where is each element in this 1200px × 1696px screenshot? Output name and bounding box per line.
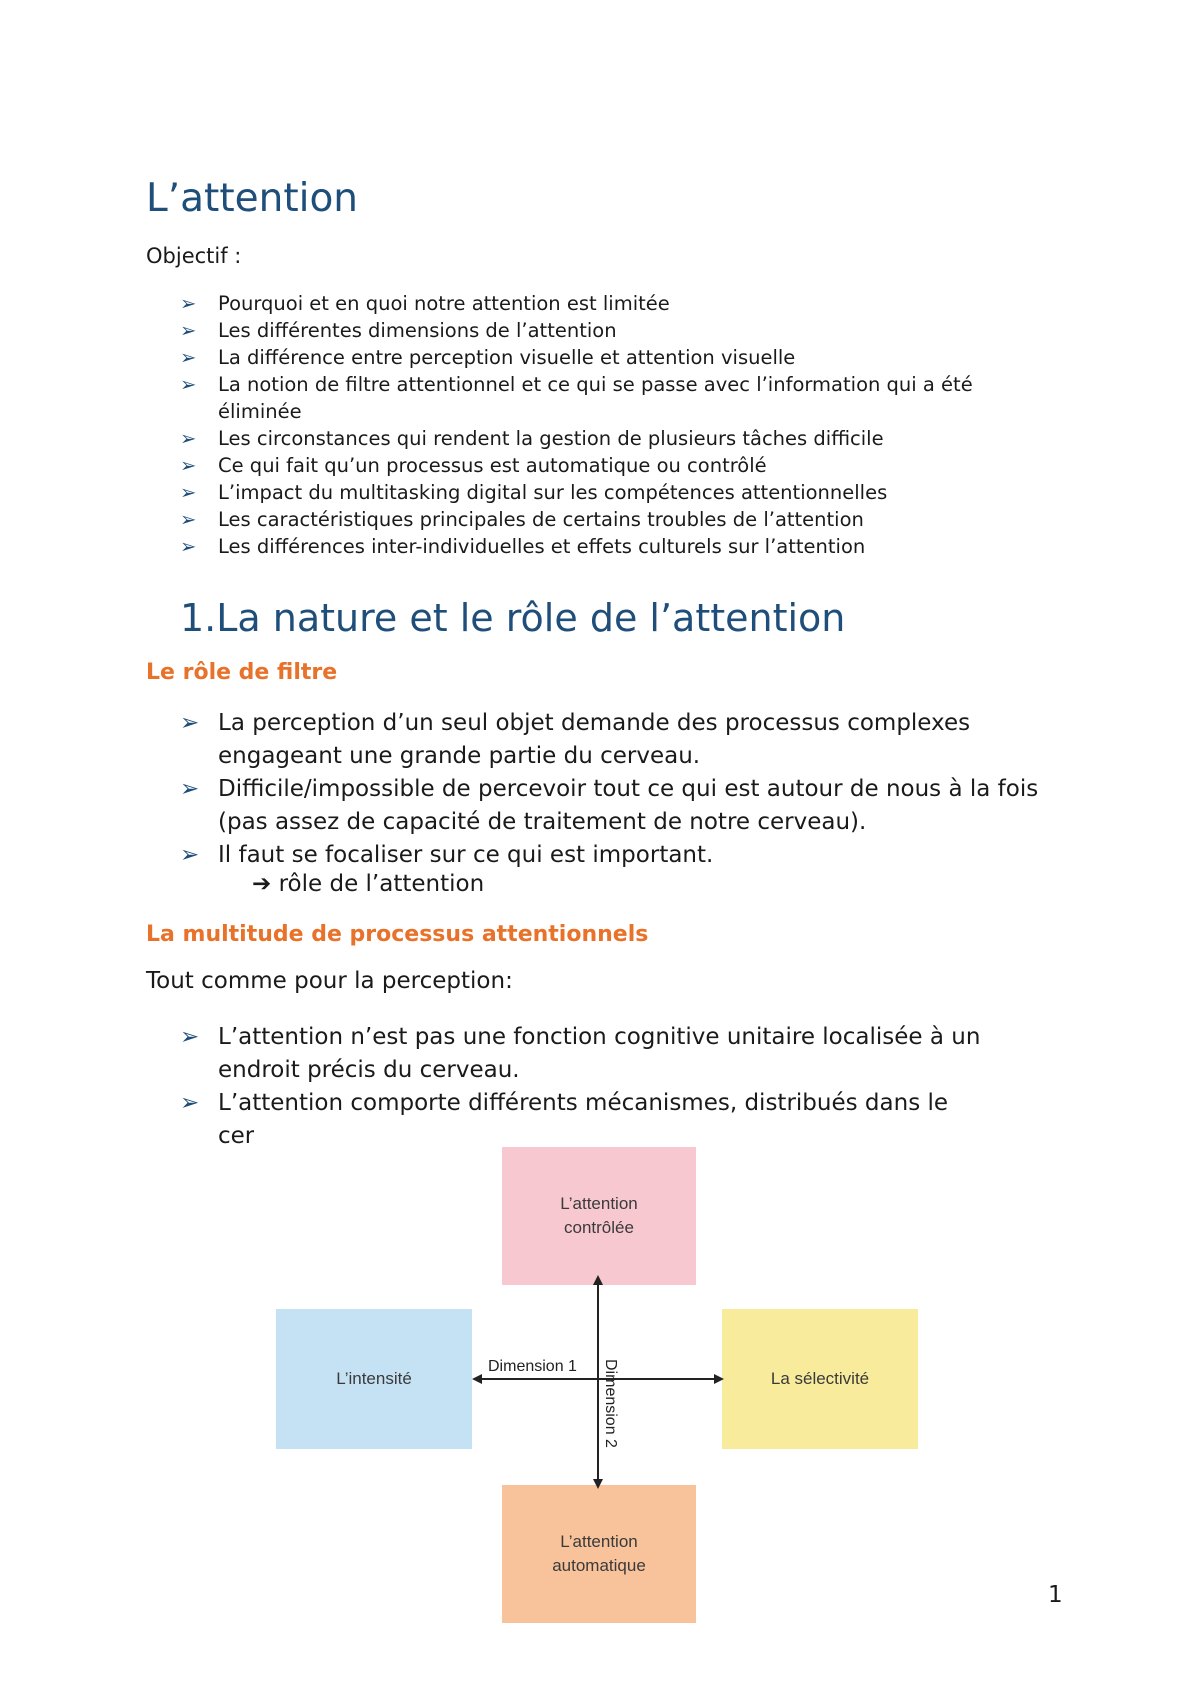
arrow-bullet-icon: ➢ (180, 1090, 200, 1116)
list-item: ➢ Pourquoi et en quoi notre attention est limitée (180, 292, 670, 315)
subsection-heading-processus: La multitude de processus attentionnels (146, 922, 649, 947)
list-item: ➢ La notion de filtre attentionnel et ce qui se passe avec l’information qui a été éliminée (180, 373, 973, 423)
list-item: ➢ Les caractéristiques principales de certains troubles de l’attention (180, 508, 864, 531)
arrow-bullet-icon: ➢ (180, 481, 197, 504)
filtre-list (180, 707, 1060, 872)
page-number: 1 (1048, 1582, 1063, 1608)
right-arrow-icon: ➔ (252, 871, 272, 897)
arrow-bullet-icon: ➢ (180, 710, 200, 736)
list-item: ➢ Ce qui fait qu’un processus est automatique ou contrôlé (180, 454, 767, 477)
arrow-up-icon (593, 1275, 603, 1285)
arrow-bullet-icon: ➢ (180, 508, 197, 531)
objectif-label: Objectif : (146, 244, 242, 268)
box-attention-automatique: L’attention automatique (502, 1485, 696, 1623)
dimension-axes (460, 1275, 740, 1495)
arrow-right-icon (714, 1374, 724, 1384)
list-item: ➢ L’attention n’est pas une fonction cognitive unitaire localisée à un endroit précis du cerveau. (180, 1021, 1060, 1087)
list-item: ➢ La différence entre perception visuelle et attention visuelle (180, 346, 796, 369)
list-item: ➢ La perception d’un seul objet demande des processus complexes engageant une grande partie du cerveau. (180, 707, 1060, 773)
conclusion-line (252, 871, 484, 897)
truncated-text: cer (218, 1123, 255, 1146)
box-intensite: L’intensité (276, 1309, 472, 1449)
list-item: ➢ Difficile/impossible de percevoir tout ce qui est autour de nous à la fois (pas assez de capacité de traitement de notre cerveau). (180, 773, 1060, 839)
box-attention-controlee: L’attention contrôlée (502, 1147, 696, 1285)
list-item: ➢ Les différentes dimensions de l’attention (180, 319, 617, 342)
arrow-bullet-icon: ➢ (180, 454, 197, 477)
arrow-bullet-icon: ➢ (180, 427, 197, 450)
dimension-2-label: Dimension 2 (602, 1359, 619, 1448)
arrow-bullet-icon: ➢ (180, 535, 197, 558)
arrow-bullet-icon: ➢ (180, 373, 197, 396)
arrow-bullet-icon: ➢ (180, 319, 197, 342)
conclusion-text: rôle de l’attention (278, 871, 485, 897)
list-item: ➢ Les circonstances qui rendent la gestion de plusieurs tâches difficile (180, 427, 884, 450)
processus-list (180, 1021, 1060, 1120)
arrow-bullet-icon: ➢ (180, 292, 197, 315)
list-item: ➢ Il faut se focaliser sur ce qui est important. (180, 839, 1060, 872)
arrow-bullet-icon: ➢ (180, 1024, 200, 1050)
arrow-bullet-icon: ➢ (180, 776, 200, 802)
list-item: ➢ L’attention comporte différents mécanismes, distribués dans le (180, 1087, 1060, 1120)
arrow-bullet-icon: ➢ (180, 346, 197, 369)
intro-paragraph: Tout comme pour la perception: (146, 968, 513, 994)
page-title: L’attention (146, 176, 359, 221)
subsection-heading-filtre: Le rôle de filtre (146, 660, 338, 685)
section-heading: 1.La nature et le rôle de l’attention (180, 596, 846, 640)
list-item: ➢ Les différences inter-individuelles et effets culturels sur l’attention (180, 535, 866, 558)
arrow-left-icon (472, 1374, 482, 1384)
list-item: ➢ L’impact du multitasking digital sur les compétences attentionnelles (180, 481, 888, 504)
arrow-bullet-icon: ➢ (180, 842, 200, 868)
box-selectivite: La sélectivité (722, 1309, 918, 1449)
arrow-down-icon (593, 1479, 603, 1489)
objectives-list (180, 290, 1060, 560)
dimension-1-label: Dimension 1 (488, 1358, 577, 1375)
